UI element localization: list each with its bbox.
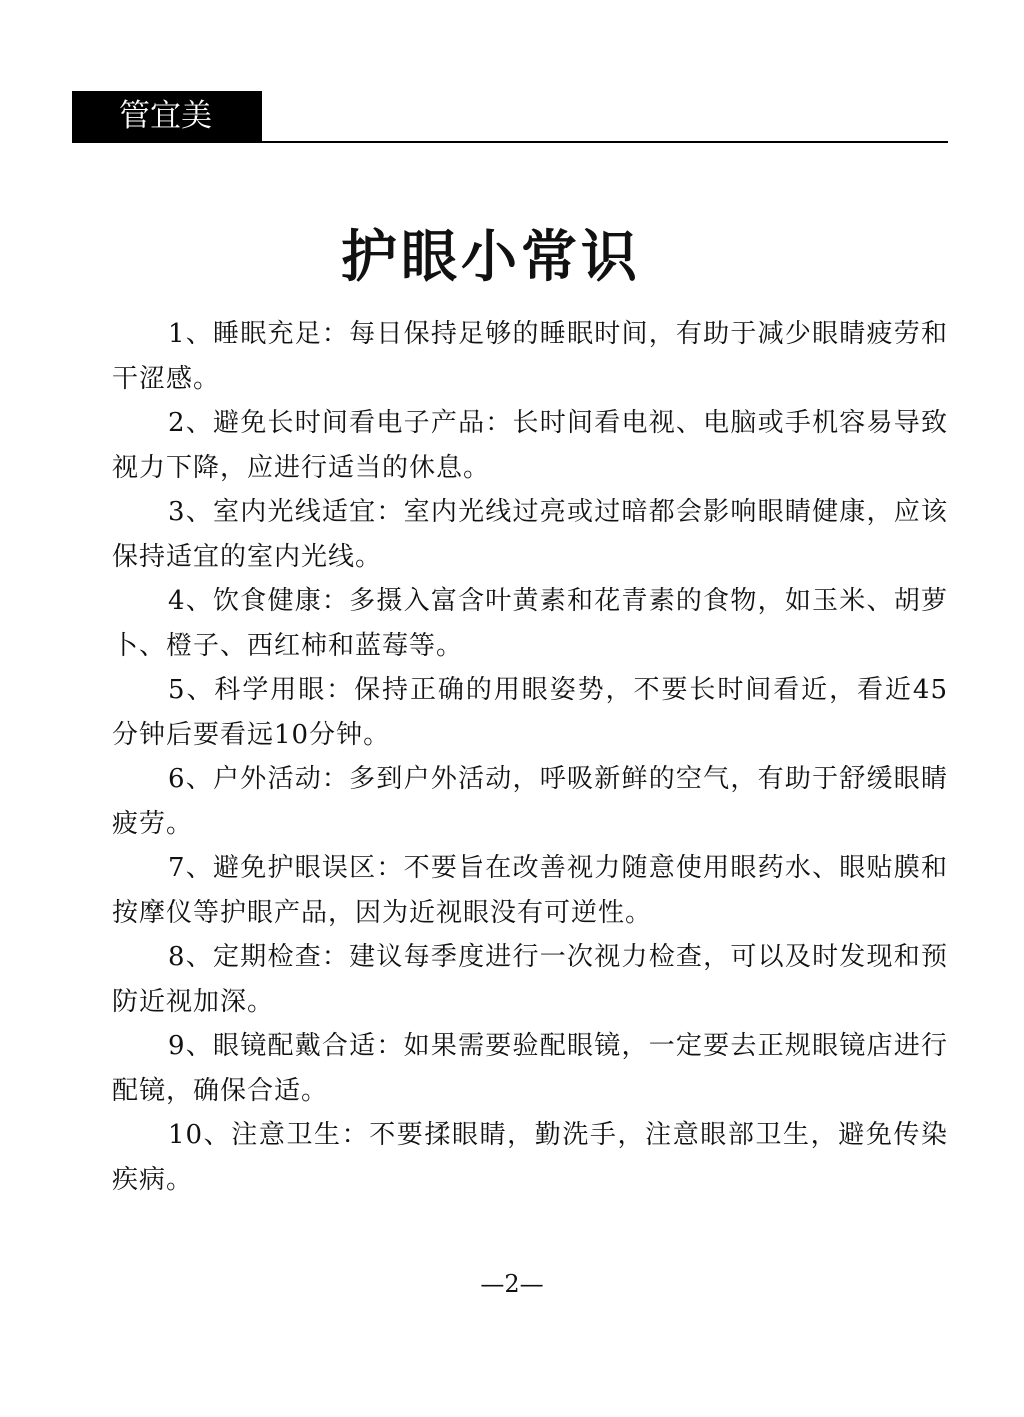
header-divider — [72, 141, 948, 143]
tip-item-2: 2、避免长时间看电子产品：长时间看电视、电脑或手机容易导致视力下降，应进行适当的休息。 — [112, 408, 948, 483]
tip-item-9: 9、眼镜配戴合适：如果需要验配眼镜，一定要去正规眼镜店进行配镜，确保合适。 — [112, 1031, 948, 1106]
tip-item-8: 8、定期检查：建议每季度进行一次视力检查，可以及时发现和预防近视加深。 — [112, 942, 948, 1017]
tips-list — [112, 312, 948, 1202]
tip-item-10: 10、注意卫生：不要揉眼睛，勤洗手，注意眼部卫生，避免传染疾病。 — [112, 1120, 948, 1195]
page-number: —2— — [480, 1270, 544, 1298]
page-title: 护眼小常识 — [341, 225, 641, 290]
tip-item-1: 1、睡眠充足：每日保持足够的睡眠时间，有助于减少眼睛疲劳和干涩感。 — [112, 319, 948, 394]
header-name: 管宜美 — [119, 98, 212, 134]
tip-item-5: 5、科学用眼：保持正确的用眼姿势，不要长时间看近，看近45分钟后要看远10分钟。 — [112, 675, 948, 750]
tip-item-3: 3、室内光线适宜：室内光线过亮或过暗都会影响眼睛健康，应该保持适宜的室内光线。 — [112, 497, 948, 572]
tip-item-7: 7、避免护眼误区：不要旨在改善视力随意使用眼药水、眼贴膜和按摩仪等护眼产品，因为近视眼没有可逆性。 — [112, 853, 948, 928]
tip-item-6: 6、户外活动：多到户外活动，呼吸新鲜的空气，有助于舒缓眼睛疲劳。 — [112, 764, 948, 839]
header-name-tab — [72, 91, 262, 142]
tip-item-4: 4、饮食健康：多摄入富含叶黄素和花青素的食物，如玉米、胡萝卜、橙子、西红柿和蓝莓等。 — [112, 586, 948, 661]
